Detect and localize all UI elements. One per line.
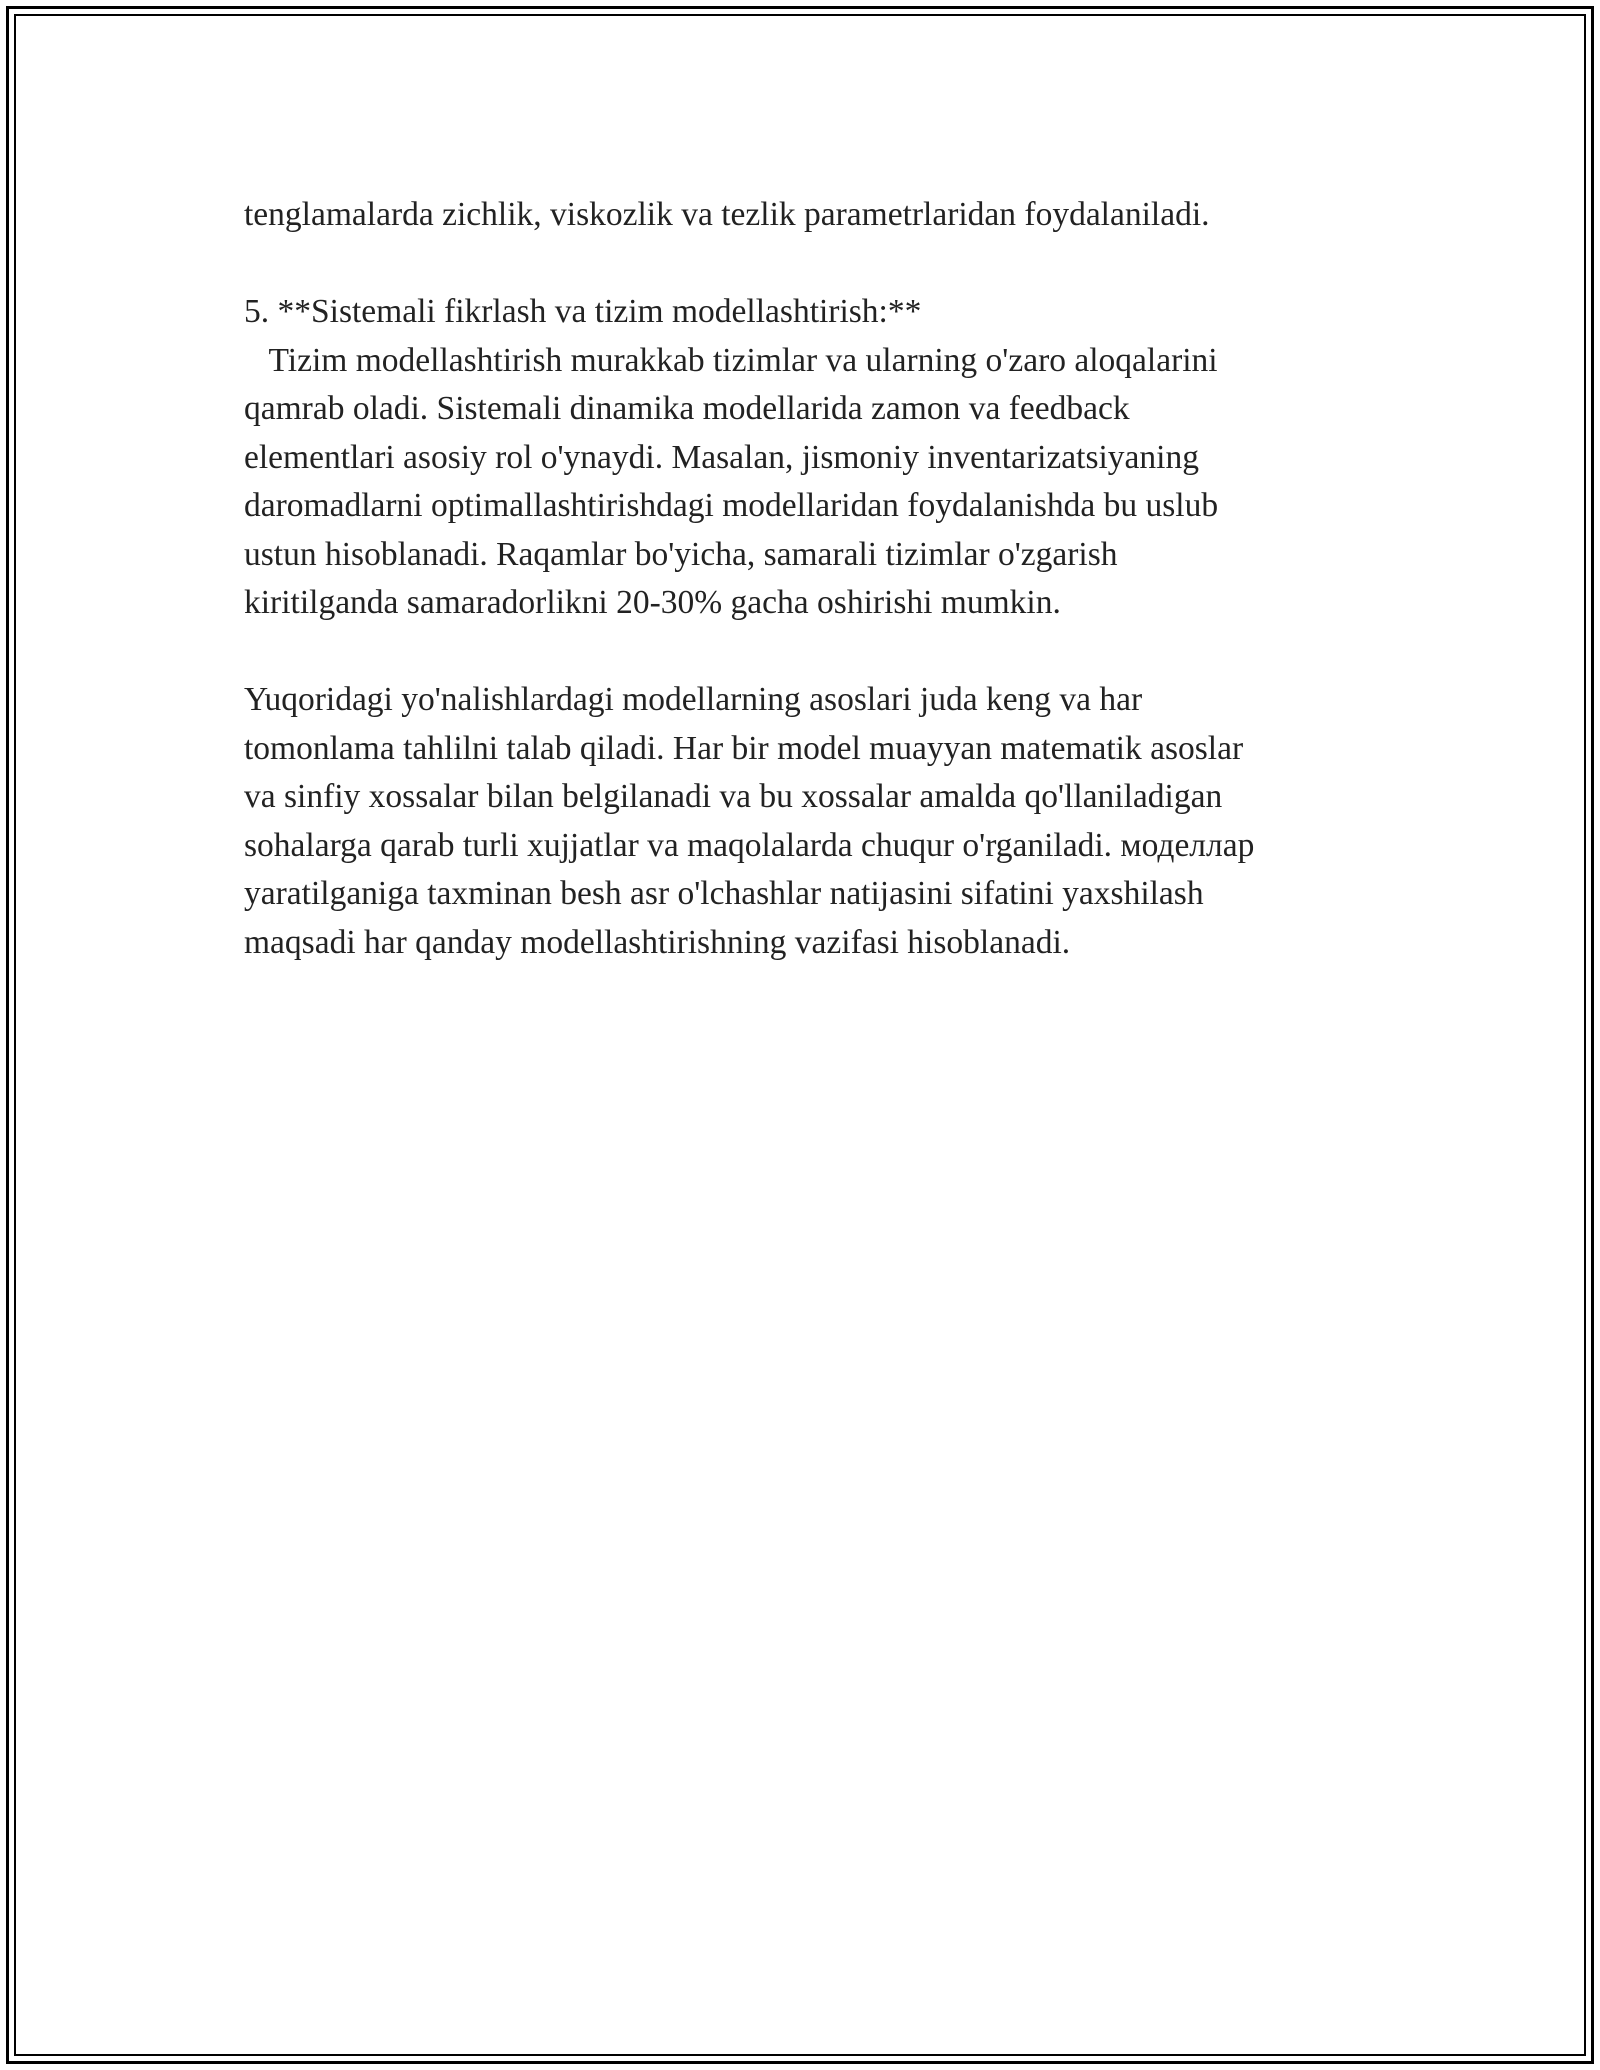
text-line: Tizim modellashtirish murakkab tizimlar va ularning o'zaro aloqalarini bbox=[244, 341, 1218, 379]
document-body bbox=[244, 191, 1384, 1016]
text-line: qamrab oladi. Sistemali dinamika modellarida zamon va feedback bbox=[244, 390, 1130, 427]
text-line: Yuqoridagi yo'nalishlardagi modellarning asoslari juda keng va har bbox=[244, 681, 1143, 718]
paragraph-systems-modeling bbox=[244, 288, 1384, 628]
text-line: tomonlama tahlilni talab qiladi. Har bir model muayyan matematik asoslar bbox=[244, 729, 1244, 767]
text-line: kiritilganda samaradorlikni 20-30% gacha oshirishi mumkin. bbox=[244, 584, 1061, 621]
text-line: tenglamalarda zichlik, viskozlik va tezlik parametrlaridan foydalaniladi. bbox=[244, 196, 1210, 233]
text-line: yaratilganiga taxminan besh asr o'lchashlar natijasini sifatini yaxshilash bbox=[244, 875, 1204, 912]
page-frame bbox=[6, 6, 1594, 2064]
text-line: ustun hisoblanadi. Raqamlar bo'yicha, samarali tizimlar o'zgarish bbox=[244, 535, 1118, 573]
text-line: sohalarga qarab turli xujjatlar va maqolalarda chuqur o'rganiladi. моделлар bbox=[244, 826, 1255, 864]
text-line: maqsadi har qanday modellashtirishning vazifasi hisoblanadi. bbox=[244, 923, 1071, 961]
paragraph-conclusion bbox=[244, 676, 1384, 967]
text-line: elementlari asosiy rol o'ynaydi. Masalan, jismoniy inventarizatsiyaning bbox=[244, 438, 1199, 476]
text-line: daromadlarni optimallashtirishdagi modellaridan foydalanishda bu uslub bbox=[244, 487, 1219, 524]
text-line: va sinfiy xossalar bilan belgilanadi va bu xossalar amalda qo'llaniladigan bbox=[244, 778, 1223, 815]
paragraph-continuation bbox=[244, 191, 1384, 240]
section-heading: 5. **Sistemali fikrlash va tizim modellashtirish:** bbox=[244, 293, 922, 330]
